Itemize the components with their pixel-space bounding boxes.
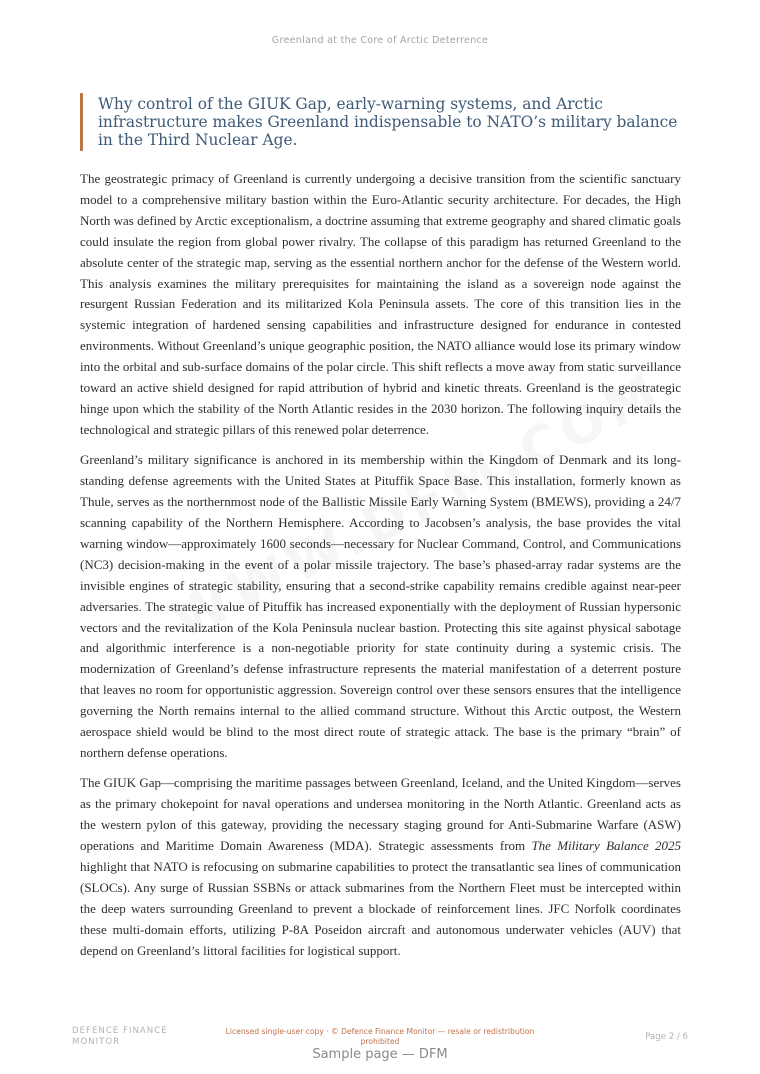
page-number: Page 2 / 6 — [645, 1032, 688, 1042]
paragraph: The geostrategic primacy of Greenland is currently undergoing a decisive transition from the scientific sanctuary model to a comprehensive military bastion within the Euro-Atlantic security architecture. For decades, the High North was defined by Arctic exceptionalism, a doctrine assuming that extreme geography and shared climatic goals could insulate the region from global power rivalry. The collapse of this paradigm has returned Greenland to the absolute center of the strategic map, serving as the essential northern anchor for the defense of the Western world. This analysis examines the military prerequisites for maintaining the island as a sovereign node against the resurgent Russian Federation and its militarized Kola Peninsula assets. The core of this transition lies in the systemic integration of hardened sensing capabilities and infrastructure designed for endurance in contested environments. Without Greenland’s unique geographic position, the NATO alliance would lose its primary window into the orbital and sub-surface domains of the polar circle. This shift reflects a move away from static surveillance toward an active shield designed for rapid attribution of hybrid and kinetic threats. Greenland is the geostrategic hinge upon which the stability of the North Atlantic resides in the 2030 horizon. The following inquiry details the technological and strategic pillars of this renewed polar deterrence. — [80, 171, 681, 437]
paragraph: Greenland’s military significance is anchored in its membership within the Kingdom of Denmark and its long-standing defense agreements with the United States at Pituffik Space Base. This installation, formerly known as Thule, serves as the northernmost node of the Ballistic Missile Early Warning System (BMEWS), providing a 24/7 scanning capability of the Northern Hemisphere. According to Jacobsen’s analysis, the base provides the vital warning window—approximately 1600 seconds—necessary for Nuclear Command, Control, and Communications (NC3) decision-making in the event of a polar missile trajectory. The base’s phased-array radar systems are the invisible engines of strategic stability, ensuring that a second-strike capability remains credible against near-peer adversaries. The strategic value of Pituffik has increased exponentially with the deployment of Russian hypersonic vectors and the revitalization of the Kola Peninsula nuclear bastion. Protecting this site against physical sabotage and algorithmic interference is a non-negotiable priority for state continuity during a systemic crisis. The modernization of Greenland’s defense infrastructure represents the material manifestation of a deterrent posture that leaves no room for opportunistic aggression. Sovereign control over these sensors ensures that the intelligence governing the North remains internal to the allied command structure. Without this Arctic outpost, the Western aerospace shield would be blind to the most direct route of strategic attack. The base is the primary “brain” of northern defense operations. — [80, 452, 681, 760]
pull-quote: Why control of the GIUK Gap, early-warning systems, and Arctic infrastructure makes Greenland indispensable to NATO’s military balance in the Third Nuclear Age. — [80, 93, 680, 151]
article-body — [80, 169, 681, 971]
paragraph — [80, 773, 681, 961]
running-header: Greenland at the Core of Arctic Deterrence — [271, 35, 489, 46]
paragraph-text: highlight that NATO is refocusing on submarine capabilities to protect the transatlantic sea lines of communication (SLOCs). Any surge of Russian SSBNs or attack submarines from the Northern Fleet must be intercepted within the deep waters surrounding Greenland to prevent a blockade of reinforcement lines. JFC Norfolk coordinates these multi-domain efforts, utilizing P-8A Poseidon aircraft and autonomous underwater vehicles (AUV) that depend on Greenland’s littoral facilities for logistical support. — [80, 859, 681, 958]
sample-page-label: Sample page — DFM — [312, 1047, 448, 1062]
license-notice: Licensed single-user copy · © Defence Finance Monitor — resale or redistribution prohibited — [225, 1027, 535, 1046]
publication-title: The Military Balance 2025 — [531, 838, 681, 854]
footer-brand: DEFENCE FINANCE MONITOR — [72, 1026, 168, 1047]
paragraph-text: The GIUK Gap—comprising the maritime passages between Greenland, Iceland, and the United Kingdom—serves as the primary chokepoint for naval operations and undersea monitoring in the North Atlantic. Greenland acts as the western pylon of this gateway, providing the necessary staging ground for Anti-Submarine Warfare (ASW) operations and Maritime Domain Awareness (MDA). Strategic assessments from — [80, 775, 681, 854]
